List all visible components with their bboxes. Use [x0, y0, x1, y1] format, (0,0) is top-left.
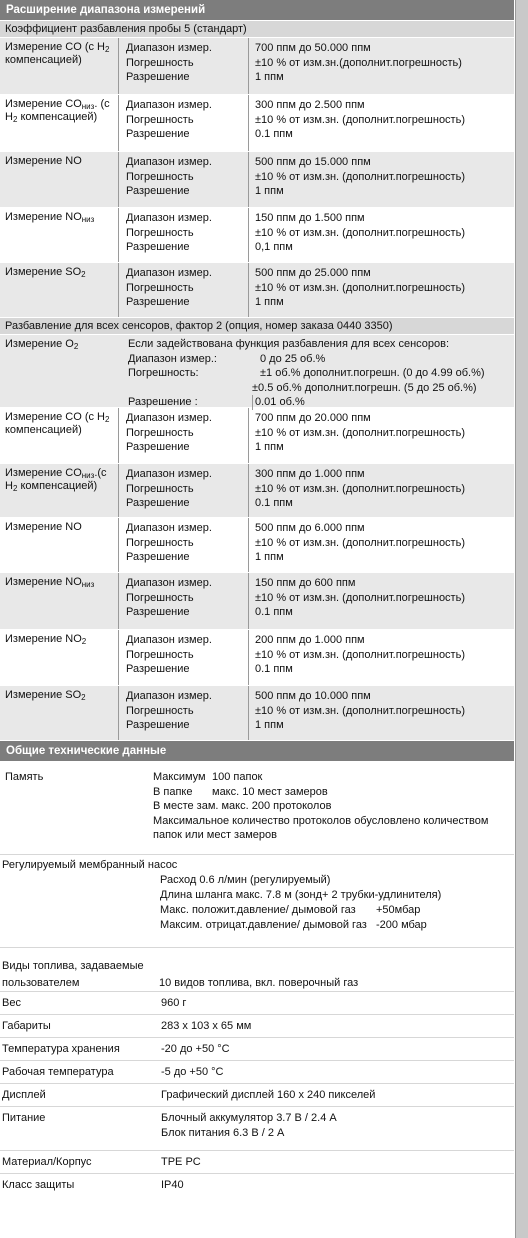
- spec-label-cell: [119, 630, 249, 685]
- material-row: [0, 1150, 514, 1173]
- storage-label: Температура хранения: [2, 1043, 120, 1055]
- measurement-name-cell: Измерение $CO_{низ}.(с$ $H_2$ компенсацией): [0, 464, 119, 517]
- pump-line-value: +50мбар: [376, 904, 421, 916]
- dims-value: 283 x 103 x 65 мм: [161, 1020, 252, 1032]
- spec-value-cell: [249, 263, 514, 317]
- material-label: Материал/Корпус: [2, 1156, 92, 1168]
- dims-row: [0, 1014, 514, 1037]
- spec-value: 200 ппм до 1.000 ппм: [255, 634, 365, 646]
- pump-label: Регулируемый мембранный насос: [2, 859, 178, 871]
- measurement-name-cell: Измерение $CO_{низ}$. (с $H_2$ компенсацией): [0, 95, 119, 151]
- spec-label-cell: [119, 208, 249, 262]
- spec-label: Разрешение: [126, 551, 190, 563]
- measurement-row: [0, 152, 514, 208]
- memory-line: [153, 785, 514, 800]
- spec-value: 1 ппм: [255, 296, 284, 308]
- storage-values: [161, 1042, 230, 1057]
- spec-value: 0.1 ппм: [255, 663, 293, 675]
- measurement-name-cell: [0, 152, 119, 207]
- spec-label: Разрешение: [126, 128, 190, 140]
- measurement-row: [0, 464, 514, 518]
- spec-value-cell: [249, 408, 514, 463]
- pump-row: [0, 854, 514, 947]
- spec-label: Разрешение: [126, 606, 190, 618]
- measurement-name-tail: компенсацией): [5, 54, 82, 66]
- measurement-row: [0, 518, 514, 573]
- measurement-name-sub: 2: [81, 693, 86, 702]
- memory-line-key: Максимум: [153, 771, 206, 783]
- fuel-label-line2: пользователем: [2, 977, 80, 989]
- spec-value: ±10 % от изм.зн. (дополнит.погрешность): [255, 113, 465, 126]
- spec-value: 500 ппм до 6.000 ппм: [255, 522, 365, 534]
- display-row: [0, 1083, 514, 1106]
- spec-value: ±10 % от изм.зн. (дополнит.погрешность): [255, 170, 465, 183]
- measurement-name-cell: [0, 408, 119, 463]
- spec-label: Разрешение: [126, 497, 190, 509]
- spec-label-cell: [119, 686, 249, 740]
- storage-row: [0, 1037, 514, 1060]
- spec-value: 700 ппм до 20.000 ппм: [255, 412, 371, 424]
- measurement-name-cell: [0, 686, 119, 740]
- spec-label: Погрешность: [126, 426, 194, 439]
- o2-accuracy: [128, 366, 514, 381]
- spec-label: Диапазон измер.: [126, 156, 212, 168]
- measurement-name-sub: низ: [81, 215, 95, 224]
- spec-label: Погрешность: [126, 648, 194, 661]
- measurement-name-sub: 2: [104, 45, 110, 54]
- measurement-name-cell: [0, 573, 119, 629]
- measurement-name-sub2: 2: [12, 115, 18, 124]
- spec-label: Погрешность: [126, 281, 194, 294]
- memory-line-key: В месте зам. макс. 200 протоколов: [153, 800, 332, 812]
- weight-row: [0, 991, 514, 1014]
- memory-label: Память: [5, 771, 44, 783]
- spec-value: 150 ппм до 600 ппм: [255, 577, 356, 589]
- dims-label: Габариты: [2, 1020, 51, 1032]
- o2-res-value: 0.01 об.%: [252, 395, 514, 410]
- protection-label: Класс защиты: [2, 1179, 75, 1191]
- o2-name: [0, 335, 124, 407]
- measurement-name-cell: [0, 630, 119, 685]
- weight-value: 960 г: [161, 997, 187, 1009]
- group1-rows: [0, 38, 514, 318]
- spec-value-cell: [249, 152, 514, 207]
- spec-value: ±10 % от изм.зн. (дополнит.погрешность): [255, 704, 465, 717]
- o2-name-text: Измерение O: [5, 338, 74, 350]
- measurement-name-tail: компенсацией): [20, 111, 98, 123]
- optemp-values: [161, 1065, 224, 1080]
- spec-label: Диапазон измер.: [126, 634, 212, 646]
- spec-value: 500 ппм до 10.000 ппм: [255, 690, 371, 702]
- spec-label-cell: [119, 518, 249, 572]
- memory-line-key: Максимальное количество протоколов обусловлено количеством: [153, 814, 489, 827]
- measurement-name-sub: низ: [81, 102, 95, 111]
- protection-value: IP40: [161, 1179, 184, 1191]
- measurement-name: Измерение SO: [5, 689, 82, 701]
- group2-rows: [0, 408, 514, 741]
- o2-res-label: Разрешение :: [128, 396, 198, 408]
- measurement-name-mid: . (с: [94, 98, 110, 110]
- o2-intro-text: Если задействована функция разбавления для всех сенсоров:: [128, 338, 450, 350]
- fuel-label-line1: Виды топлива, задаваемые: [2, 960, 144, 972]
- memory-row: [0, 762, 514, 854]
- measurement-name-cell: [0, 518, 119, 572]
- spec-label-cell: [119, 152, 249, 207]
- o2-row: [0, 335, 514, 408]
- spec-value: 300 ппм до 1.000 ппм: [255, 468, 365, 480]
- spec-label-cell: [119, 408, 249, 463]
- measurement-name-tail: компенсацией): [5, 424, 82, 436]
- measurement-name-sub2: 2: [12, 484, 18, 493]
- weight-label: Вес: [2, 997, 21, 1009]
- spec-label-cell: [119, 573, 249, 629]
- fuel-row: [0, 947, 514, 991]
- optemp-label: Рабочая температура: [2, 1066, 114, 1078]
- pump-line: [160, 903, 514, 918]
- weight-values: [161, 996, 186, 1011]
- pump-line: [160, 918, 514, 933]
- pump-line-key: Длина шланга макс. 7.8 м (зонд+ 2 трубки-удлинителя): [160, 889, 442, 901]
- page-edge-bar: [515, 0, 528, 1238]
- spec-value-cell: [249, 573, 514, 629]
- measurement-name: Измерение SO: [5, 266, 82, 278]
- o2-range-label: Диапазон измер.:: [128, 352, 217, 365]
- spec-value: ±10 % от изм.зн. (дополнит.погрешность): [255, 426, 465, 439]
- spec-label-cell: [119, 263, 249, 317]
- measurement-name: Измерение CO (с H: [5, 41, 105, 53]
- spec-value: ±10 % от изм.зн. (дополнит.погрешность): [255, 281, 465, 294]
- o2-acc-spacer: [128, 381, 252, 396]
- spec-value: 300 ппм до 2.500 ппм: [255, 99, 365, 111]
- spec-label: Диапазон измер.: [126, 577, 212, 589]
- display-values: [161, 1088, 375, 1103]
- measurement-name-mid: .(с: [94, 467, 107, 479]
- group-title-dilution-5: Коэффициент разбавления пробы 5 (стандарт): [0, 21, 514, 38]
- memory-line-value: макс. 10 мест замеров: [212, 785, 328, 798]
- spec-label: Разрешение: [126, 719, 190, 731]
- spec-label: Диапазон измер.: [126, 212, 212, 224]
- o2-range-value: 0 до 25 об.%: [260, 352, 326, 365]
- spec-value: 1 ппм: [255, 551, 284, 563]
- spec-value-cell: [249, 686, 514, 740]
- memory-line: [153, 770, 514, 785]
- spec-value: 0.1 ппм: [255, 606, 293, 618]
- measurement-name: Измерение CO: [5, 467, 82, 479]
- o2-intro: [128, 337, 514, 352]
- measurement-name: Измерение NO: [5, 211, 82, 223]
- measurement-row: [0, 408, 514, 464]
- measurement-name-cell: [0, 263, 119, 317]
- measurement-name-sub: 2: [81, 270, 86, 279]
- pump-line: [160, 873, 514, 888]
- spec-label: Разрешение: [126, 441, 190, 453]
- spec-label: Диапазон измер.: [126, 412, 212, 424]
- spec-label: Погрешность: [126, 536, 194, 549]
- memory-line: [153, 814, 514, 829]
- power-label: Питание: [2, 1112, 46, 1124]
- memory-line-value: 100 папок: [212, 771, 263, 783]
- spec-value: 1 ппм: [255, 441, 284, 453]
- spec-label: Погрешность: [126, 704, 194, 717]
- spec-label: Диапазон измер.: [126, 690, 212, 702]
- spec-label: Диапазон измер.: [126, 468, 212, 480]
- measurement-name: Измерение CO: [5, 98, 82, 110]
- spec-label-cell: [119, 38, 249, 94]
- spec-value-cell: [249, 630, 514, 685]
- storage-value: -20 до +50 °C: [161, 1043, 230, 1055]
- measurement-name: Измерение CO (с H: [5, 411, 105, 423]
- measurement-name-sub: 2: [81, 637, 87, 646]
- spec-value: 0.1 ппм: [255, 497, 293, 509]
- spec-value: 0.1 ппм: [255, 128, 293, 140]
- memory-line: [153, 799, 514, 814]
- display-label: Дисплей: [2, 1089, 46, 1101]
- spec-label: Диапазон измер.: [126, 99, 212, 111]
- measurement-name: Измерение NO: [5, 155, 82, 167]
- spec-value: 0,1 ппм: [255, 241, 293, 253]
- spec-label: Разрешение: [126, 296, 190, 308]
- spec-label-cell: [119, 464, 249, 517]
- memory-values: [153, 762, 514, 853]
- memory-line: [153, 828, 514, 843]
- measurement-row: [0, 573, 514, 630]
- spec-value: 1 ппм: [255, 719, 284, 731]
- general-rows: [0, 991, 514, 1196]
- section-title-general: Общие технические данные: [0, 741, 514, 762]
- spec-value: ±10 % от изм.зн.(дополнит.погрешность): [255, 56, 462, 69]
- measurement-name-sub: 2: [104, 415, 110, 424]
- measurement-name-cell: [0, 208, 119, 262]
- spec-value-cell: [249, 208, 514, 262]
- spec-value: 500 ппм до 15.000 ппм: [255, 156, 371, 168]
- spec-value: ±10 % от изм.зн. (дополнит.погрешность): [255, 536, 465, 549]
- spec-label: Погрешность: [126, 591, 194, 604]
- measurement-name-cell: [0, 38, 119, 94]
- measurement-row: [0, 95, 514, 152]
- pump-line-key: Максим. отрицат.давление/ дымовой газ: [160, 919, 367, 931]
- section-title-measurement-range: Расширение диапазона измерений: [0, 0, 514, 21]
- spec-value-cell: [249, 518, 514, 572]
- spec-label: Разрешение: [126, 663, 190, 675]
- o2-acc-value2: ±0.5 об.% дополнит.погрешн. (5 до 25 об.%): [252, 381, 477, 394]
- spec-label: Разрешение: [126, 71, 190, 83]
- measurement-name-tail: компенсацией): [20, 480, 98, 492]
- spec-value: ±10 % от изм.зн. (дополнит.погрешность): [255, 482, 465, 495]
- memory-line-key: В папке: [153, 785, 193, 798]
- measurement-name: Измерение NO: [5, 576, 82, 588]
- power-value1: Блочный аккумулятор 3.7 В / 2.4 А: [161, 1112, 337, 1124]
- pump-line-value: -200 мбар: [376, 919, 427, 931]
- measurement-row: [0, 208, 514, 263]
- power-value2: Блок питания 6.3 В / 2 А: [161, 1127, 285, 1139]
- measurement-row: [0, 263, 514, 318]
- spec-label-cell: [119, 95, 249, 151]
- o2-range: [128, 352, 514, 367]
- pump-values: [0, 873, 514, 933]
- spec-value: 700 ппм до 50.000 ппм: [255, 42, 371, 54]
- dims-values: [161, 1019, 251, 1034]
- optemp-value: -5 до +50 °C: [161, 1066, 224, 1078]
- spec-label: Разрешение: [126, 185, 190, 197]
- measurement-name: Измерение NO: [5, 521, 82, 533]
- o2-acc-label: Погрешность:: [128, 367, 199, 379]
- spec-label: Погрешность: [126, 56, 194, 69]
- pump-line-key: Макс. положит.давление/ дымовой газ: [160, 904, 356, 916]
- spec-value: ±10 % от изм.зн. (дополнит.погрешность): [255, 648, 465, 661]
- measurement-name-sub: низ: [81, 580, 95, 589]
- measurement-name-sub: низ: [81, 471, 95, 480]
- o2-name-sub: 2: [73, 342, 79, 351]
- pump-line: [160, 888, 514, 903]
- spec-label: Погрешность: [126, 482, 194, 495]
- spec-value: 1 ппм: [255, 71, 284, 83]
- fuel-value: 10 видов топлива, вкл. поверочный газ: [159, 977, 359, 989]
- group-title-dilution-2: Разбавление для всех сенсоров, фактор 2 (опция, номер заказа 0440 3350): [0, 318, 514, 335]
- o2-acc-value1: ±1 об.% дополнит.погрешн. (0 до 4.99 об.%): [260, 367, 485, 379]
- protection-values: [161, 1178, 184, 1193]
- spec-value-cell: [249, 38, 514, 94]
- memory-line-key: папок или мест замеров: [153, 829, 277, 841]
- fuel-label: [2, 958, 144, 992]
- spec-value: 500 ппм до 25.000 ппм: [255, 267, 371, 279]
- spec-label: Разрешение: [126, 241, 190, 253]
- measurement-name: Измерение NO: [5, 633, 82, 645]
- spec-label: Погрешность: [126, 170, 194, 183]
- spec-value: ±10 % от изм.зн. (дополнит.погрешность): [255, 591, 465, 604]
- spec-label: Диапазон измер.: [126, 522, 212, 534]
- power-values: [161, 1111, 337, 1141]
- spec-label: Погрешность: [126, 113, 194, 126]
- measurement-row: [0, 686, 514, 741]
- material-values: [161, 1155, 201, 1170]
- spec-value: 1 ппм: [255, 185, 284, 197]
- o2-accuracy2: [128, 381, 514, 396]
- display-value: Графический дисплей 160 x 240 пикселей: [161, 1089, 376, 1101]
- measurement-row: [0, 38, 514, 95]
- pump-line-key: Расход 0.6 л/мин (регулируемый): [160, 874, 331, 886]
- o2-body: [124, 335, 514, 407]
- spec-label: Диапазон измер.: [126, 42, 212, 54]
- measurement-row: [0, 630, 514, 686]
- spec-value-cell: [249, 95, 514, 151]
- spec-label: Диапазон измер.: [126, 267, 212, 279]
- spec-value: 150 ппм до 1.500 ппм: [255, 212, 365, 224]
- protection-row: [0, 1173, 514, 1196]
- spec-value-cell: [249, 464, 514, 517]
- material-value: TPE PC: [161, 1156, 201, 1168]
- optemp-row: [0, 1060, 514, 1083]
- power-row: [0, 1106, 514, 1150]
- spec-value: ±10 % от изм.зн. (дополнит.погрешность): [255, 226, 465, 239]
- spec-label: Погрешность: [126, 226, 194, 239]
